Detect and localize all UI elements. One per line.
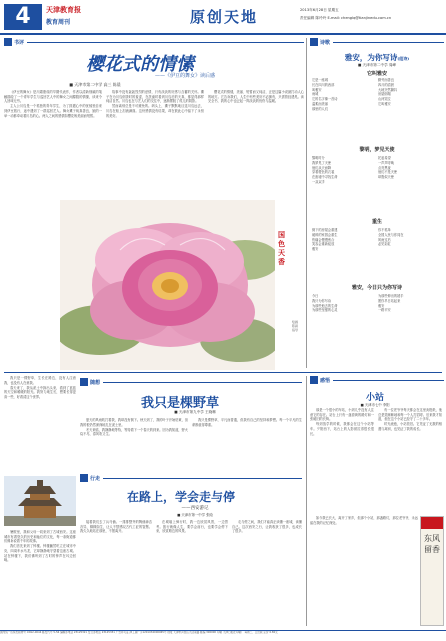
poem-line: 叫雅安 — [312, 87, 322, 92]
section-tag-label: 书评 — [14, 39, 25, 46]
poem-line: 四月的清晨 — [378, 82, 394, 87]
reflection-title: 小站 — [365, 393, 384, 403]
divider — [103, 382, 302, 383]
poem-line: 在废墟中寻找生命 — [312, 175, 338, 180]
paragraph: 冬天来临，我静静地等待，等待着下一个春天的到来。因为我知道，野火烧不尽，春风吹又生。 — [80, 427, 188, 437]
travel-byline: ■ 天津市第一中学 张晗 — [177, 513, 213, 517]
section-tag-reflection — [310, 376, 444, 384]
article-col-2 — [106, 90, 204, 202]
travel-col-2 — [80, 520, 152, 626]
paragraph: 走与停之间，我们才能真正读懂一座城，读懂自己。这次西安之行，让我收获了很多，也成长了很多。 — [232, 520, 302, 534]
travel-col-4 — [232, 520, 302, 626]
poem-line: 倒下的房屋会重建 — [312, 228, 338, 232]
poem-series-tag: (组诗) — [397, 56, 410, 61]
poem-1-col-2 — [378, 78, 442, 118]
poem-line: 为那些逝去的生命 — [312, 303, 338, 308]
poem-line: 我只为你写诗 — [312, 298, 332, 303]
article-subtitle: ——《伊豆的舞女》读后感 — [154, 73, 215, 79]
poem-line: 它的名字像一首诗 — [312, 97, 338, 102]
poem-line: 他们从天而降 — [312, 165, 332, 170]
travel-col-1 — [4, 530, 76, 626]
poem-line: 它是一座城 — [312, 78, 328, 82]
paragraph: 如今我已长大，离开了家乡，但那个小站，那盏路灯，那位老爷爷，永远留在我的记忆深处。 — [310, 516, 418, 525]
poem-line: 破碎的家园会重生 — [312, 232, 338, 237]
poem-4-col-2 — [378, 294, 442, 346]
footer: 国内统一连续出版物号 CN12-0044 邮发代号 5-56 编辑部电话 23125321 发行部电话 23125331 广告许可证 津工商广字1201034000065号 地址 天津市河西区大沽南路 邮编 300000 印刷 天津日报社印刷厂 每周二、五出版 定价 0.80元 — [0, 630, 446, 641]
poem-line: 它叫雅安 — [378, 101, 391, 106]
painting-title: 国色天香 — [278, 230, 285, 266]
poem-line: 笑容会重新绽放 — [312, 242, 335, 247]
section-tag-travel — [80, 474, 302, 482]
section-tag-label: 随想 — [90, 379, 101, 386]
divider — [103, 478, 302, 479]
poem-3-col-1 — [312, 228, 376, 280]
essay-byline: ■ 天津市第九中学 王晓琳 — [174, 410, 216, 414]
paragraph: 时光流逝，小站依旧。它见证了无数的相遇与离别，也见证了我的成长。 — [378, 422, 442, 431]
poem-line: 一双双手 — [312, 179, 325, 184]
column-divider — [306, 376, 307, 626]
poem-line: 穿着橙色的衣裳 — [312, 170, 335, 175]
poem-line: 大地突然颤抖 — [378, 87, 398, 92]
tag-marker-icon — [80, 378, 88, 386]
page-number: 4 — [4, 4, 42, 30]
paragraph: 在城墙上骑行时，我一边欣赏风景，一边思考。旅行就像人生，要学会前行，也要学会停下来，欣赏路边的风景。 — [156, 520, 228, 534]
poem-line: 一声声呼唤 — [378, 160, 394, 165]
travel-subtitle: ——西安游记 — [181, 506, 209, 511]
bell-tower-icon — [4, 476, 76, 526]
masthead — [0, 0, 446, 34]
section-tag-label: 行走 — [90, 475, 101, 482]
editor-info: 责任编辑 陈玲玲 E-mail: chenglq@tianjinedu.com.cn — [300, 16, 392, 20]
paragraph: 春天来了，我从泥土中探出头来，看到了蓝蓝的天空和暖暖的阳光。我努力地生长，想要长得更高一些，好看清这个世界。 — [4, 385, 76, 399]
calligraphy-text: 东风留香 — [424, 534, 440, 554]
paragraph: 接着我们去了兵马俑。一排排整齐的陶俑神态各异，栩栩如生，让人不禁感叹古代工匠的智慧。我久久地站在那里，不愿离开。 — [80, 520, 152, 534]
section-tag-poetry — [310, 38, 444, 46]
poem-line: 必见彩虹 — [378, 242, 391, 247]
bell-tower-photo — [4, 476, 76, 526]
essay-title: 我只是棵野草 — [140, 396, 219, 411]
paragraph: 然而离别总是不可避免的。码头上，薰子默默地目送川岛远去，川岛在船上泪流满面。这份感情没有结果，却在彼此心中留下了永恒的美好。 — [106, 104, 204, 118]
article-byline: ■ 天津市第二中学 高三 陈晨 — [69, 82, 121, 87]
poem-2-col-2 — [378, 156, 442, 214]
tag-marker-icon — [80, 474, 88, 482]
newspaper-brand: 天津教育报 — [46, 6, 81, 14]
poem-title: 黎明，梦见天使 — [359, 147, 395, 153]
paragraph: 我们首先来到了钟楼。钟楼巍然屹立在城市中央，四周车水马龙，它却静静地守望着这座古城。站在钟楼下，我仿佛听到了古时的钟声在耳边回响。 — [4, 544, 76, 563]
paragraph: 有一位老爷爷每天都会在这里卖报纸，他总是笑眯眯地和每一个人打招呼。后来我才知道，他在这个小站已经守了二十多年。 — [378, 408, 442, 422]
paragraph: 主人公川岛是一个孤独的青年学生，为了排遣心中的忧郁独自来到伊豆旅行，途中遇到了一群巡回艺人。舞女薰子纯真善良，她的一举一动都牵动着川岛的心。两人之间的感情如樱花般美丽而短暂。 — [4, 104, 102, 118]
poem-title: 雅安，今日只为你写诗 — [351, 285, 402, 291]
date-info: 2013年6月28日 星期五 — [300, 8, 339, 12]
poem-1-col-1 — [312, 78, 376, 118]
section-divider — [4, 372, 442, 373]
paragraph: 暑假里，我和父母一同来到了古城西安。这座城市有着悠久的历史和灿烂的文化，每一条街道都仿佛诉说着千年的故事。 — [4, 530, 76, 544]
tag-marker-icon — [4, 38, 12, 46]
poem-3-col-2 — [378, 228, 442, 280]
section-tag-review — [4, 38, 304, 46]
essay-col-mid — [80, 418, 188, 470]
paragraph: 我只是一棵野草，生长在路边，没有人注意我，也没有人在意我。 — [4, 376, 76, 385]
poem-series-name: 雅安，为你写诗 — [344, 53, 398, 62]
tag-marker-icon — [310, 376, 318, 384]
poem-line: 雨城 — [312, 92, 319, 97]
poem-line: 长在四川的西部 — [312, 82, 335, 87]
reflection-col-1 — [310, 408, 374, 512]
tag-marker-icon — [310, 38, 318, 46]
poem-2-col-1 — [312, 156, 376, 214]
poem-line: 全国人民与你同在 — [378, 232, 404, 237]
section-tag-label: 感悟 — [320, 377, 331, 384]
reflection-byline: ■ 天津市七中 李阳 — [360, 403, 390, 407]
article-col-3 — [208, 90, 304, 202]
header-rule — [0, 33, 446, 35]
poem-series-title — [312, 52, 442, 63]
divider — [333, 42, 444, 43]
poem-4-col-1 — [312, 294, 376, 346]
poem-line: 今日 — [312, 294, 319, 298]
poem-line: 那里的人们 — [312, 106, 328, 111]
poem-line: 伤痛会慢慢愈合 — [312, 237, 335, 242]
peony-painting — [60, 200, 275, 370]
paragraph: 每到放学的时候，我都会在这个小站等车。夕阳西下，站台上的人影被拉得很长很长。 — [310, 422, 374, 436]
essay-col-right — [192, 418, 302, 470]
poem-line: 为那些坚强的心灵 — [312, 308, 338, 313]
page-title: 原创天地 — [190, 8, 259, 26]
edition-name: 教育周刊 — [46, 19, 71, 26]
poem-line: 我梦见了天使 — [312, 160, 332, 165]
poem-line: 山河哭泣 — [378, 97, 391, 102]
section-tag-label: 诗歌 — [320, 39, 331, 46]
poem-line: 托起希望 — [378, 156, 391, 160]
paragraph: 那是一个很小的车站，小到几乎没有人注意它的存在。站台上只有一盏昏黄的路灯和一张破旧的长椅。 — [310, 408, 374, 422]
article-col-1 — [4, 90, 102, 202]
travel-col-3 — [156, 520, 228, 626]
reflection-col-3 — [310, 516, 418, 624]
poem-line: 却胜似天使 — [378, 175, 394, 180]
poem-byline: ■ 天津市第二中学 周峰 — [357, 63, 397, 67]
peony-illustration — [60, 200, 275, 370]
poem-line: 雅安 — [312, 247, 319, 252]
poem-line: 黎明时分 — [312, 156, 325, 160]
paragraph: 我只是棵野草，平凡而普通，但我有自己的坚持和梦想。每一个平凡的生命都值得尊重。 — [192, 418, 302, 427]
divider — [27, 42, 304, 43]
paragraph: 夏天的风雨吹打着我，我却没有倒下。秋天到了，我的叶子开始枯黄，但我的根仍然深深地扎在泥土里。 — [80, 418, 188, 427]
poem-title: 它叫雅安 — [366, 71, 387, 77]
poem-title: 重生 — [371, 219, 382, 225]
divider — [333, 380, 444, 381]
poem-line: 点亮黑夜 — [378, 165, 391, 170]
poem-line: 他们不是天使 — [378, 170, 398, 175]
seal-stamp — [421, 517, 443, 529]
travel-title: 在路上，学会走与停 — [126, 490, 235, 504]
painting-author: 绘画 陈颖 指导 — [292, 320, 299, 332]
reflection-col-2 — [378, 408, 442, 512]
poem-line: 温柔而美丽 — [312, 101, 328, 106]
paragraph: 樱花式的情愫，美丽、短暂而又纯洁，正是这篇小说最打动人心的地方。它告诉我们，人生中有些美好不必拥有，只需曾经遇见。读完全书，我的心中也泛起一阵淡淡的忧伤与温暖。 — [208, 90, 304, 104]
essay-col-left — [4, 376, 76, 470]
poem-line: 勤劳而善良 — [378, 78, 394, 82]
section-tag-essay — [80, 378, 302, 386]
calligraphy-scroll — [420, 516, 444, 626]
poem-line: 愿你早日站起来 — [378, 298, 401, 303]
poem-line: 风雨过后 — [378, 237, 391, 242]
poem-line: 一路平安 — [378, 308, 391, 313]
paragraph: 故事中没有轰轰烈烈的爱情，只有淡淡的好感与含蓄的关怀。薰子在为川岛倒茶时的羞涩，在洗澡时看到川岛后的天真，都显得那样纯洁自然。川岛也在与艺人们的交往中，逐渐摆脱了孤儿的阴影。 — [106, 90, 204, 104]
article-title: 樱花式的情愫 — [86, 54, 194, 75]
poem-line: 你不孤单 — [378, 228, 391, 232]
poem-line: 房屋倒塌 — [378, 92, 391, 97]
paragraph: 《伊豆的舞女》是川端康成的早期代表作，作者以清新细腻的笔触描绘了一个青年学生与巡回艺人中的舞女之间朦胧的情愫，读来令人回味无穷。 — [4, 90, 102, 104]
poem-line: 雅安 — [378, 303, 385, 308]
column-divider — [306, 38, 307, 368]
poem-line: 为那些伸出的援手 — [378, 294, 404, 298]
